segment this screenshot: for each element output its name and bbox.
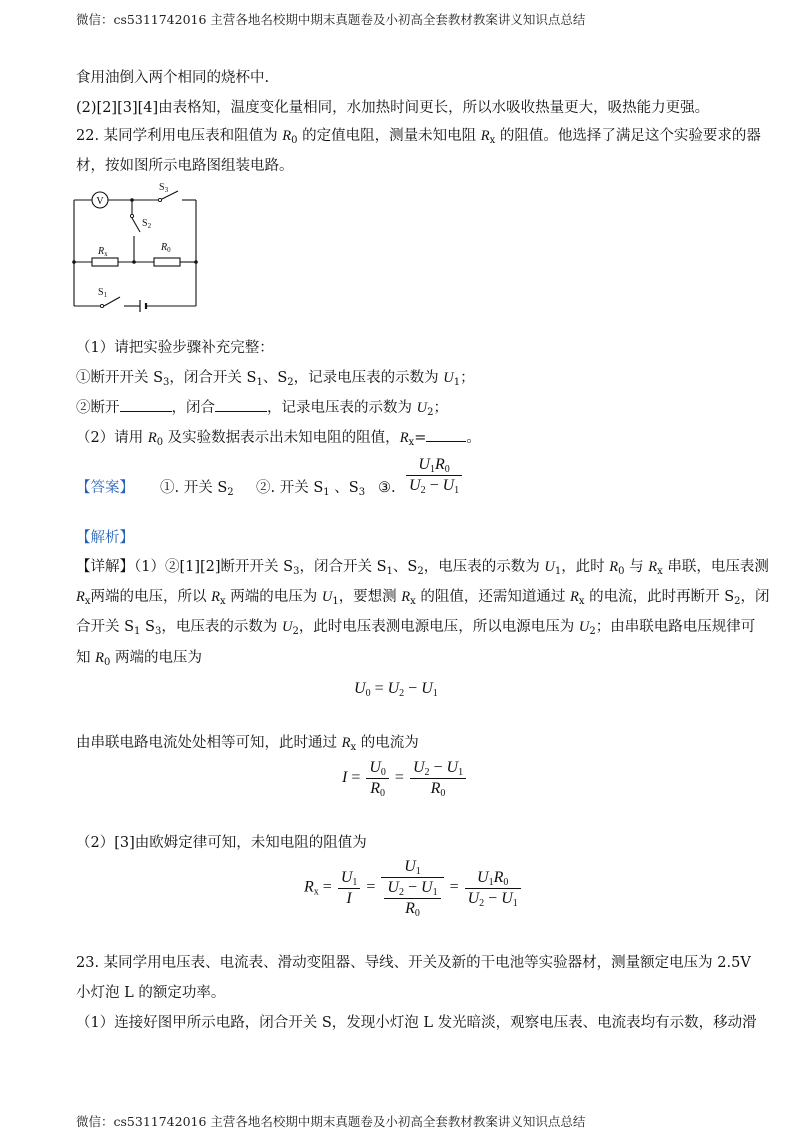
analysis-line-6: （2）[3]由欧姆定律可知，未知电阻的阻值为 xyxy=(76,835,367,851)
equation-current: I = $\frac{U_0}{R_0}$ = $\frac{U_2 - U_1}{R_0}$ xyxy=(342,759,468,798)
q22-part-2: （2）请用 $R_0$ 及实验数据表示出未知电阻的阻值，$R_x=$ 。 xyxy=(76,430,481,448)
analysis-line-3: 合开关 $S_1$ $S_3$，电压表的示数为 $U_2$，此时电压表测电源电压，所以电源电压为 $U_2$；由串联电路电压规律可 xyxy=(76,619,756,637)
svg-text:R0: $R_0$ xyxy=(161,242,171,254)
q23-line-1: 23. 某同学用电压表、电流表、滑动变阻器、导线、开关及新的干电池等实验器材，测量额定电压为 2.5V xyxy=(76,955,751,971)
q23-line-3: （1）连接好图甲所示电路，闭合开关 S，发现小灯泡 L 发光暗淡，观察电压表、电流表均有示数，移动滑 xyxy=(76,1015,757,1031)
circuit-diagram xyxy=(60,178,240,318)
equation-u0: $U_0 = U_2 - U_1$ xyxy=(354,680,438,699)
analysis-line-5: 由串联电路电流处处相等可知，此时通过 $R_x$ 的电流为 xyxy=(76,735,419,753)
q22-step-1: ①断开开关 $S_3$，闭合开关 $S_1$、$S_2$，记录电压表的示数为 $U_1$； xyxy=(76,370,475,388)
analysis-label: 【解析】 xyxy=(76,530,134,546)
prev-answer-line-2: (2)[2][3][4]由表格知，温度变化量相同，水加热时间更长，所以水吸收热量更大，吸热能力更强。 xyxy=(76,100,710,116)
analysis-line-4: 知 $R_0$ 两端的电压为 xyxy=(76,650,202,668)
svg-text:S1: $S_1$ xyxy=(98,287,108,299)
q23-line-2: 小灯泡 L 的额定功率。 xyxy=(76,985,226,1001)
svg-text:S2: $S_2$ xyxy=(142,218,152,230)
q22-stem-line-1: 22. 某同学利用电压表和阻值为 $R_0$ 的定值电阻，测量未知电阻 $R_x$ 的阻值。他选择了满足这个实验要求的器 xyxy=(76,128,761,146)
q22-step-2: ②断开 ，闭合 ，记录电压表的示数为 $U_2$； xyxy=(76,400,448,418)
resistor-rx-icon xyxy=(92,258,118,266)
answer-3-formula: $\frac{U_1R_0}{U_2 - U_1}$ xyxy=(404,456,464,495)
page-header: 微信：cs5311742016 主营各地名校期中期末真题卷及小初高全套教材教案讲义知识点总结 xyxy=(76,12,586,27)
q22-part-1: （1）请把实验步骤补充完整： xyxy=(76,340,274,356)
answer-label: 【答案】 xyxy=(76,480,134,496)
page-footer: 微信：cs5311742016 主营各地名校期中期末真题卷及小初高全套教材教案讲义知识点总结 xyxy=(76,1114,586,1129)
analysis-line-2: $R_x$两端的电压，所以 $R_x$ 两端的电压为 $U_1$，要想测 $R_x$ 的阻值，还需知道通过 $R_x$ 的电流，此时再断开 $S_2$，闭 xyxy=(76,589,770,607)
q22-stem-line-2: 材，按如图所示电路图组装电路。 xyxy=(76,158,294,174)
svg-text:S3: $S_3$ xyxy=(159,182,169,194)
answer-2: ②. 开关 $S_1$ 、$S_3$ xyxy=(256,480,366,498)
svg-text:Rx: $R_x$ xyxy=(98,246,108,258)
resistor-r0-icon xyxy=(154,258,180,266)
prev-answer-line-1: 食用油倒入两个相同的烧杯中. xyxy=(76,70,270,86)
voltmeter-label: V xyxy=(96,196,104,207)
analysis-line-1: 【详解】（1）②[1][2]断开开关 $S_3$，闭合开关 $S_1$、$S_2$，电压表的示数为 $U_1$，此时 $R_0$ 与 $R_x$ 串联，电压表测 xyxy=(76,559,769,577)
equation-rx: $R_x$ = $\frac{U_1}{I}$ = $\frac{U_1}{\frac{U_2 - U_1}{R_0}}$ = $\frac{U_1R_0}{U_2 - U_1}$ xyxy=(304,858,523,918)
answer-1: ①. 开关 $S_2$ xyxy=(160,480,234,498)
answer-3-label: ③. xyxy=(378,480,396,496)
